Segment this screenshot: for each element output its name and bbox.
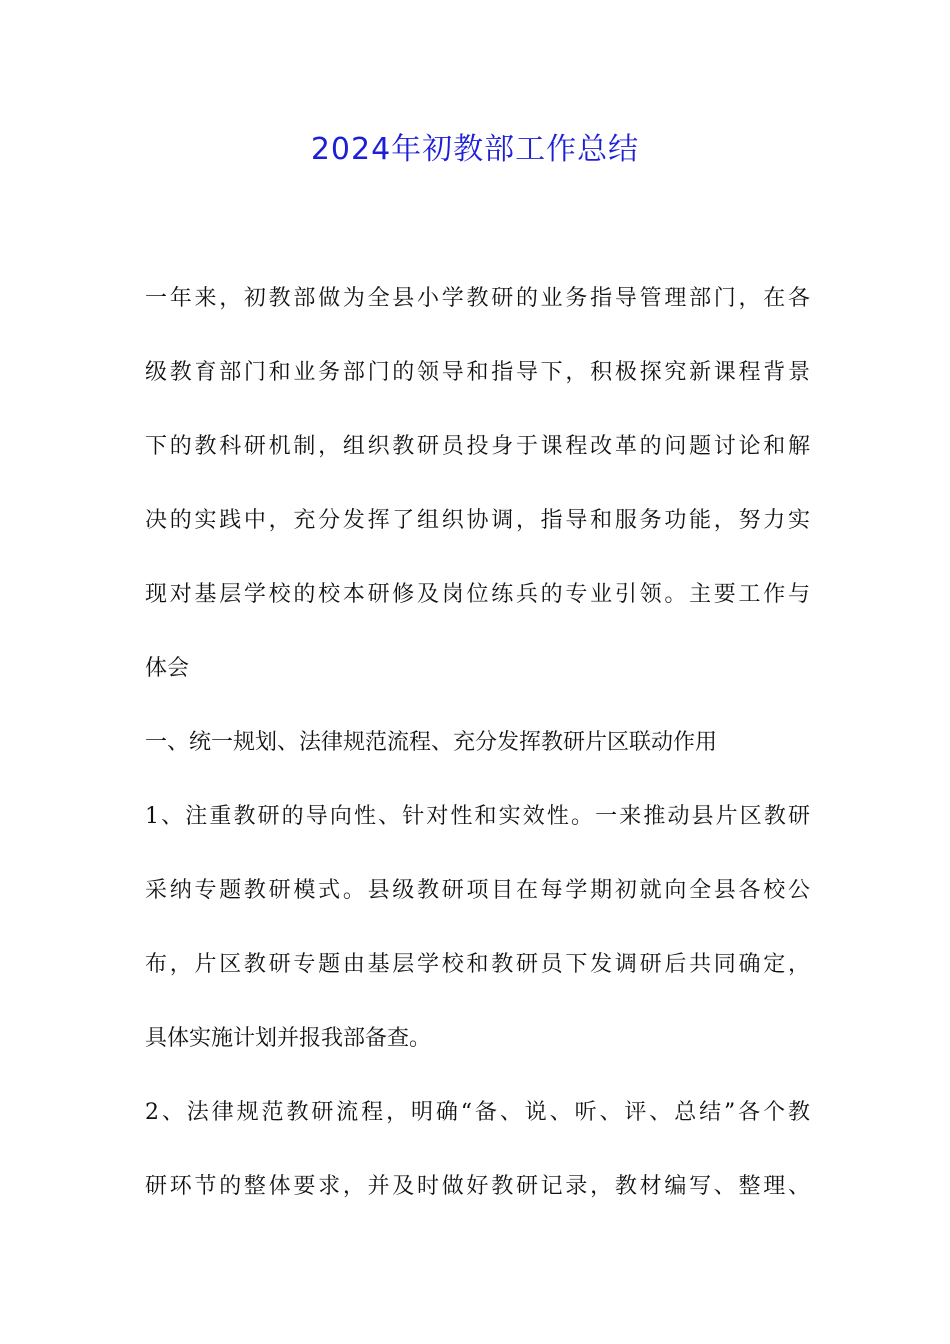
paragraph-line: 一年来，初教部做为全县小学教研的业务指导管理部门，在各 xyxy=(145,286,810,311)
paragraph-line: 2、法律规范教研流程，明确“备、说、听、评、总结”各个教 xyxy=(145,1100,810,1125)
paragraph-line: 布，片区教研专题由基层学校和教研员下发调研后共同确定， xyxy=(145,952,810,977)
paragraph-line: 下的教科研机制，组织教研员投身于课程改革的问题讨论和解 xyxy=(145,434,810,459)
paragraph-line: 具体实施计划并报我部备查。 xyxy=(145,1026,432,1051)
paragraph-line: 研环节的整体要求，并及时做好教研记录，教材编写、整理、 xyxy=(145,1174,810,1199)
paragraph-line: 体会 xyxy=(145,656,190,681)
section-heading: 一、统一规划、法律规范流程、充分发挥教研片区联动作用 xyxy=(145,730,718,755)
paragraph-line: 现对基层学校的校本研修及岗位练兵的专业引领。主要工作与 xyxy=(145,582,810,607)
paragraph-line: 采纳专题教研模式。县级教研项目在每学期初就向全县各校公 xyxy=(145,878,810,903)
paragraph-line: 决的实践中，充分发挥了组织协调，指导和服务功能，努力实 xyxy=(145,508,810,533)
paragraph-line: 1、注重教研的导向性、针对性和实效性。一来推动县片区教研 xyxy=(145,804,810,829)
document-title: 2024年初教部工作总结 xyxy=(310,132,640,167)
document-body xyxy=(145,262,810,1224)
paragraph-line: 级教育部门和业务部门的领导和指导下，积极探究新课程背景 xyxy=(145,360,810,385)
